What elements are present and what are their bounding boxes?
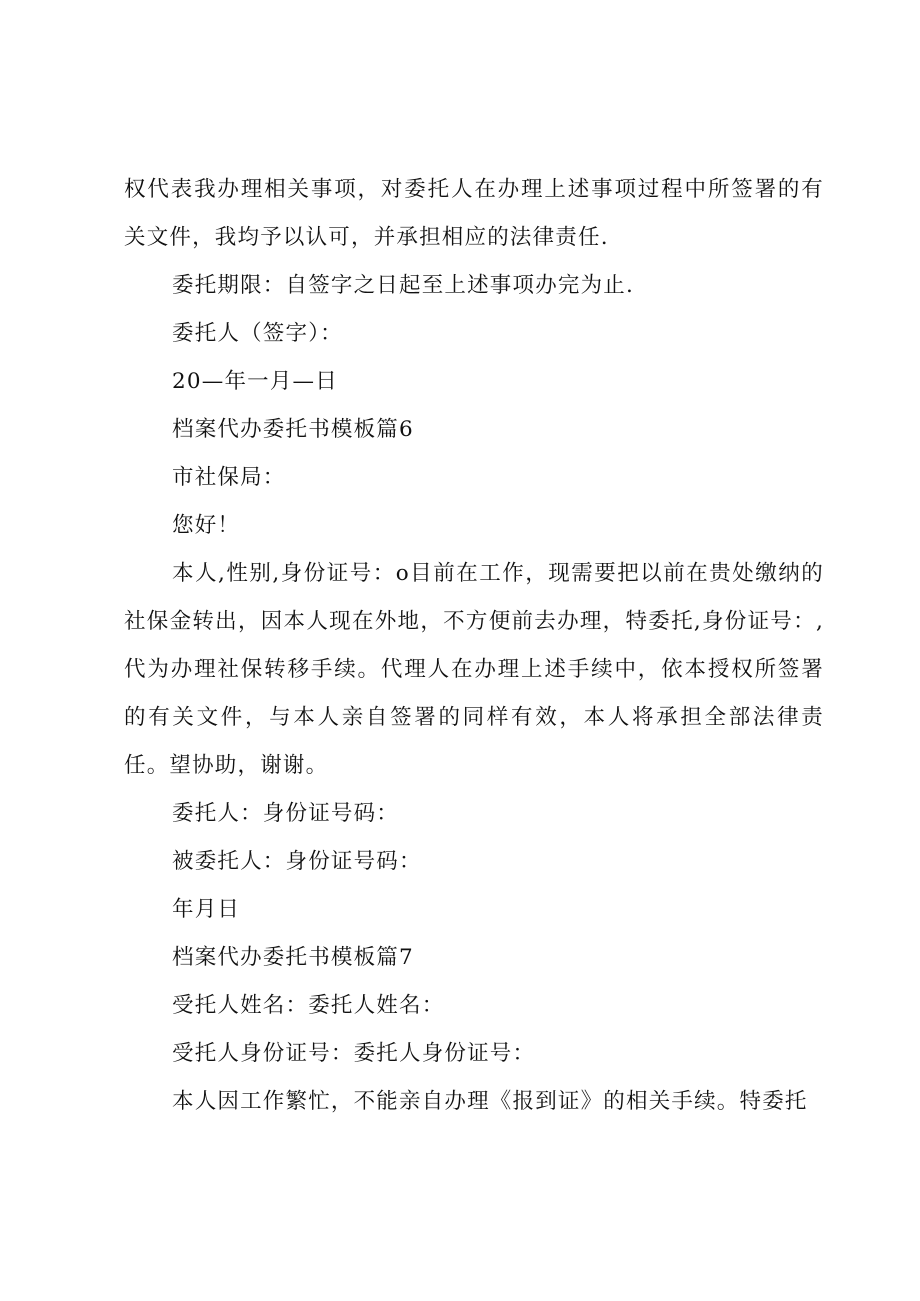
paragraph-names: 受托人姓名：委托人姓名： [172, 993, 445, 1018]
document-body [124, 166, 824, 1126]
section-heading-template-6: 档案代办委托书模板篇6 [172, 417, 414, 442]
section-heading-template-7: 档案代办委托书模板篇7 [172, 945, 414, 970]
paragraph-date: 20—年一月—日 [172, 369, 338, 394]
paragraph-continuation: 权代表我办理相关事项，对委托人在办理上述事项过程中所签署的有关文件，我均予以认可，并承担相应的法律责任. [124, 177, 824, 250]
paragraph-report-certificate: 本人因工作繁忙，不能亲自办理《报到证》的相关手续。特委托 [172, 1089, 808, 1114]
paragraph-year-month-day: 年月日 [172, 897, 241, 922]
paragraph-delegation-period: 委托期限：自签字之日起至上述事项办完为止. [172, 273, 635, 298]
paragraph-greeting: 您好！ [172, 513, 241, 538]
paragraph-addressee: 市社保局： [172, 465, 286, 490]
paragraph-principal-signature: 委托人（签字）： [172, 321, 343, 346]
paragraph-agent-id: 被委托人：身份证号码： [172, 849, 422, 874]
paragraph-body-social-security: 本人,性别,身份证号：o目前在工作，现需要把以前在贵处缴纳的社保金转出，因本人现在外地，不方便前去办理，特委托,身份证号：,代为办理社保转移手续。代理人在办理上述手续中，依本授权所签署的有关文件，与本人亲自签署的同样有效，本人将承担全部法律责任。望协助，谢谢。 [124, 561, 824, 778]
paragraph-id-numbers: 受托人身份证号：委托人身份证号： [172, 1041, 536, 1066]
paragraph-principal-id: 委托人：身份证号码： [172, 801, 400, 826]
